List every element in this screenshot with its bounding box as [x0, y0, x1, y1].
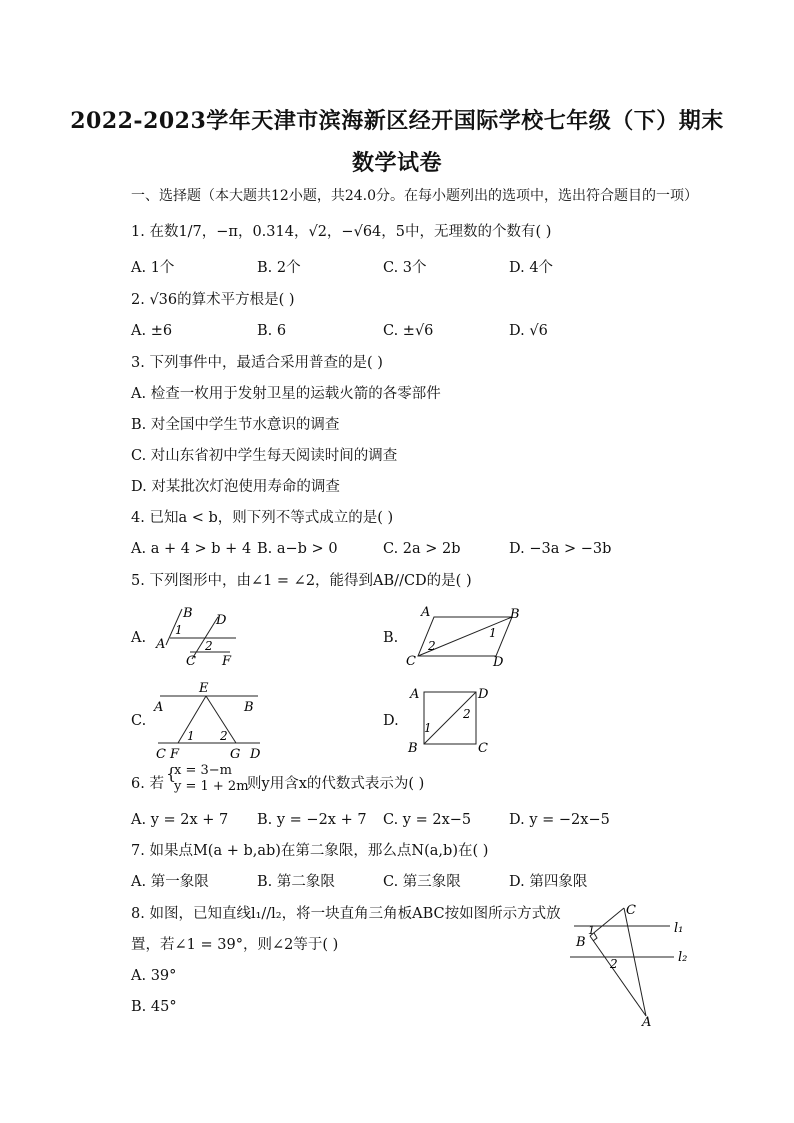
fig8-label-c: C: [626, 903, 636, 918]
q7-option-b[interactable]: B. 第二象限: [257, 874, 335, 890]
question-6-stem-prefix: 6. 若: [131, 776, 164, 792]
fig-c-label-g: G: [230, 747, 241, 760]
q4-option-c[interactable]: C. 2a > 2b: [383, 541, 461, 557]
question-5-stem: 5. 下列图形中，由∠1 = ∠2，能得到AB//CD的是( ): [131, 573, 472, 589]
fig-b-label-b: B: [510, 607, 520, 622]
fig-a-label-d: D: [216, 613, 227, 628]
fig8-label-b: B: [576, 935, 586, 950]
fig-c-label-b: B: [244, 700, 254, 715]
q1-option-c[interactable]: C. 3个: [383, 260, 427, 276]
question-3-stem: 3. 下列事件中，最适合采用普查的是( ): [131, 355, 383, 371]
fig8-label-l2: l₂: [678, 950, 688, 965]
q3-option-b[interactable]: B. 对全国中学生节水意识的调查: [131, 417, 340, 433]
fig8-label-a: A: [642, 1015, 652, 1028]
q5-figure-b: [400, 603, 530, 673]
q7-option-a[interactable]: A. 第一象限: [131, 874, 209, 890]
q4-option-a[interactable]: A. a + 4 > b + 4: [131, 541, 252, 557]
fig8-label-1: 1: [588, 924, 595, 937]
question-7-stem: 7. 如果点M(a + b,ab)在第二象限，那么点N(a,b)在( ): [131, 843, 489, 859]
q5-figure-d: [400, 680, 500, 760]
q5-figure-a: [150, 603, 250, 673]
q6-option-b[interactable]: B. y = −2x + 7: [257, 812, 367, 828]
q7-option-d[interactable]: D. 第四象限: [509, 874, 588, 890]
fig-a-label-2: 2: [205, 639, 213, 653]
fig8-label-l1: l₁: [674, 921, 684, 936]
q8-option-a[interactable]: A. 39°: [131, 968, 177, 984]
fig-b-label-c: C: [406, 654, 416, 669]
q2-option-d[interactable]: D. √6: [509, 323, 548, 339]
q2-option-c[interactable]: C. ±√6: [383, 323, 434, 339]
fig-b-label-1: 1: [489, 626, 497, 640]
fig-b-label-a: A: [421, 605, 431, 620]
question-4-stem: 4. 已知a < b，则下列不等式成立的是( ): [131, 510, 394, 526]
q3-option-a[interactable]: A. 检查一枚用于发射卫星的运载火箭的各零部件: [131, 386, 441, 402]
q5-option-d[interactable]: D.: [383, 713, 399, 729]
question-8-stem-line2: 置，若∠1 = 39°，则∠2等于( ): [131, 937, 339, 953]
fig-b-label-d: D: [493, 655, 504, 670]
fig-d-label-a: A: [410, 687, 420, 702]
q4-option-d[interactable]: D. −3a > −3b: [509, 541, 612, 557]
fig-c-label-e: E: [199, 681, 209, 696]
fig-d-label-2: 2: [463, 707, 471, 721]
q6-option-a[interactable]: A. y = 2x + 7: [131, 812, 229, 828]
q8-option-b[interactable]: B. 45°: [131, 999, 177, 1015]
section-heading: 一、选择题（本大题共12小题，共24.0分。在每小题列出的选项中，选出符合题目的一项）: [131, 188, 698, 204]
question-8-stem-line1: 8. 如图，已知直线l₁//l₂，将一块直角三角板ABC按如图所示方式放: [131, 906, 561, 922]
fig-d-label-d: D: [478, 687, 489, 702]
question-1-stem: 1. 在数1/7，−π，0.314，√2，−√64，5中，无理数的个数有( ): [131, 224, 552, 240]
exam-title-line1: 2022-2023学年天津市滨海新区经开国际学校七年级（下）期末: [70, 108, 724, 134]
fig-a-label-1: 1: [175, 623, 183, 637]
brace-icon: {: [166, 764, 177, 783]
fig-a-label-c: C: [186, 654, 196, 669]
q1-option-d[interactable]: D. 4个: [509, 260, 554, 276]
fig-d-label-1: 1: [424, 721, 432, 735]
fig-c-label-a: A: [154, 700, 164, 715]
fig-c-label-2: 2: [220, 729, 228, 743]
q6-option-d[interactable]: D. y = −2x−5: [509, 812, 610, 828]
q3-option-d[interactable]: D. 对某批次灯泡使用寿命的调查: [131, 479, 340, 495]
q7-option-c[interactable]: C. 第三象限: [383, 874, 461, 890]
q6-equation-1: x = 3−m: [174, 763, 232, 778]
q2-option-b[interactable]: B. 6: [257, 323, 287, 339]
fig-c-label-d: D: [250, 747, 261, 760]
fig-a-label-f: F: [222, 654, 232, 669]
fig-d-label-b: B: [408, 741, 418, 756]
fig-d-label-c: C: [478, 741, 488, 756]
fig8-label-2: 2: [610, 957, 618, 971]
fig-a-label-b: B: [183, 606, 193, 621]
q1-option-b[interactable]: B. 2个: [257, 260, 301, 276]
q1-option-a[interactable]: A. 1个: [131, 260, 175, 276]
q6-equation-2: y = 1 + 2m: [174, 779, 249, 794]
fig-c-label-c: C: [156, 747, 166, 760]
q4-option-b[interactable]: B. a−b > 0: [257, 541, 338, 557]
fig-b-label-2: 2: [428, 639, 436, 653]
q5-figure-c: [150, 680, 270, 760]
fig-c-label-1: 1: [187, 729, 195, 743]
q3-option-c[interactable]: C. 对山东省初中学生每天阅读时间的调查: [131, 448, 398, 464]
fig-a-label-a: A: [156, 637, 166, 652]
q2-option-a[interactable]: A. ±6: [131, 323, 173, 339]
q6-option-c[interactable]: C. y = 2x−5: [383, 812, 472, 828]
q5-option-a[interactable]: A.: [131, 630, 147, 646]
exam-title-line2: 数学试卷: [351, 150, 442, 176]
question-6-stem-suffix: 则y用含x的代数式表示为( ): [247, 776, 425, 792]
fig-c-label-f: F: [170, 747, 180, 760]
q5-option-b[interactable]: B.: [383, 630, 399, 646]
question-2-stem: 2. √36的算术平方根是( ): [131, 292, 295, 308]
q8-figure: [560, 898, 700, 1028]
q5-option-c[interactable]: C.: [131, 713, 147, 729]
